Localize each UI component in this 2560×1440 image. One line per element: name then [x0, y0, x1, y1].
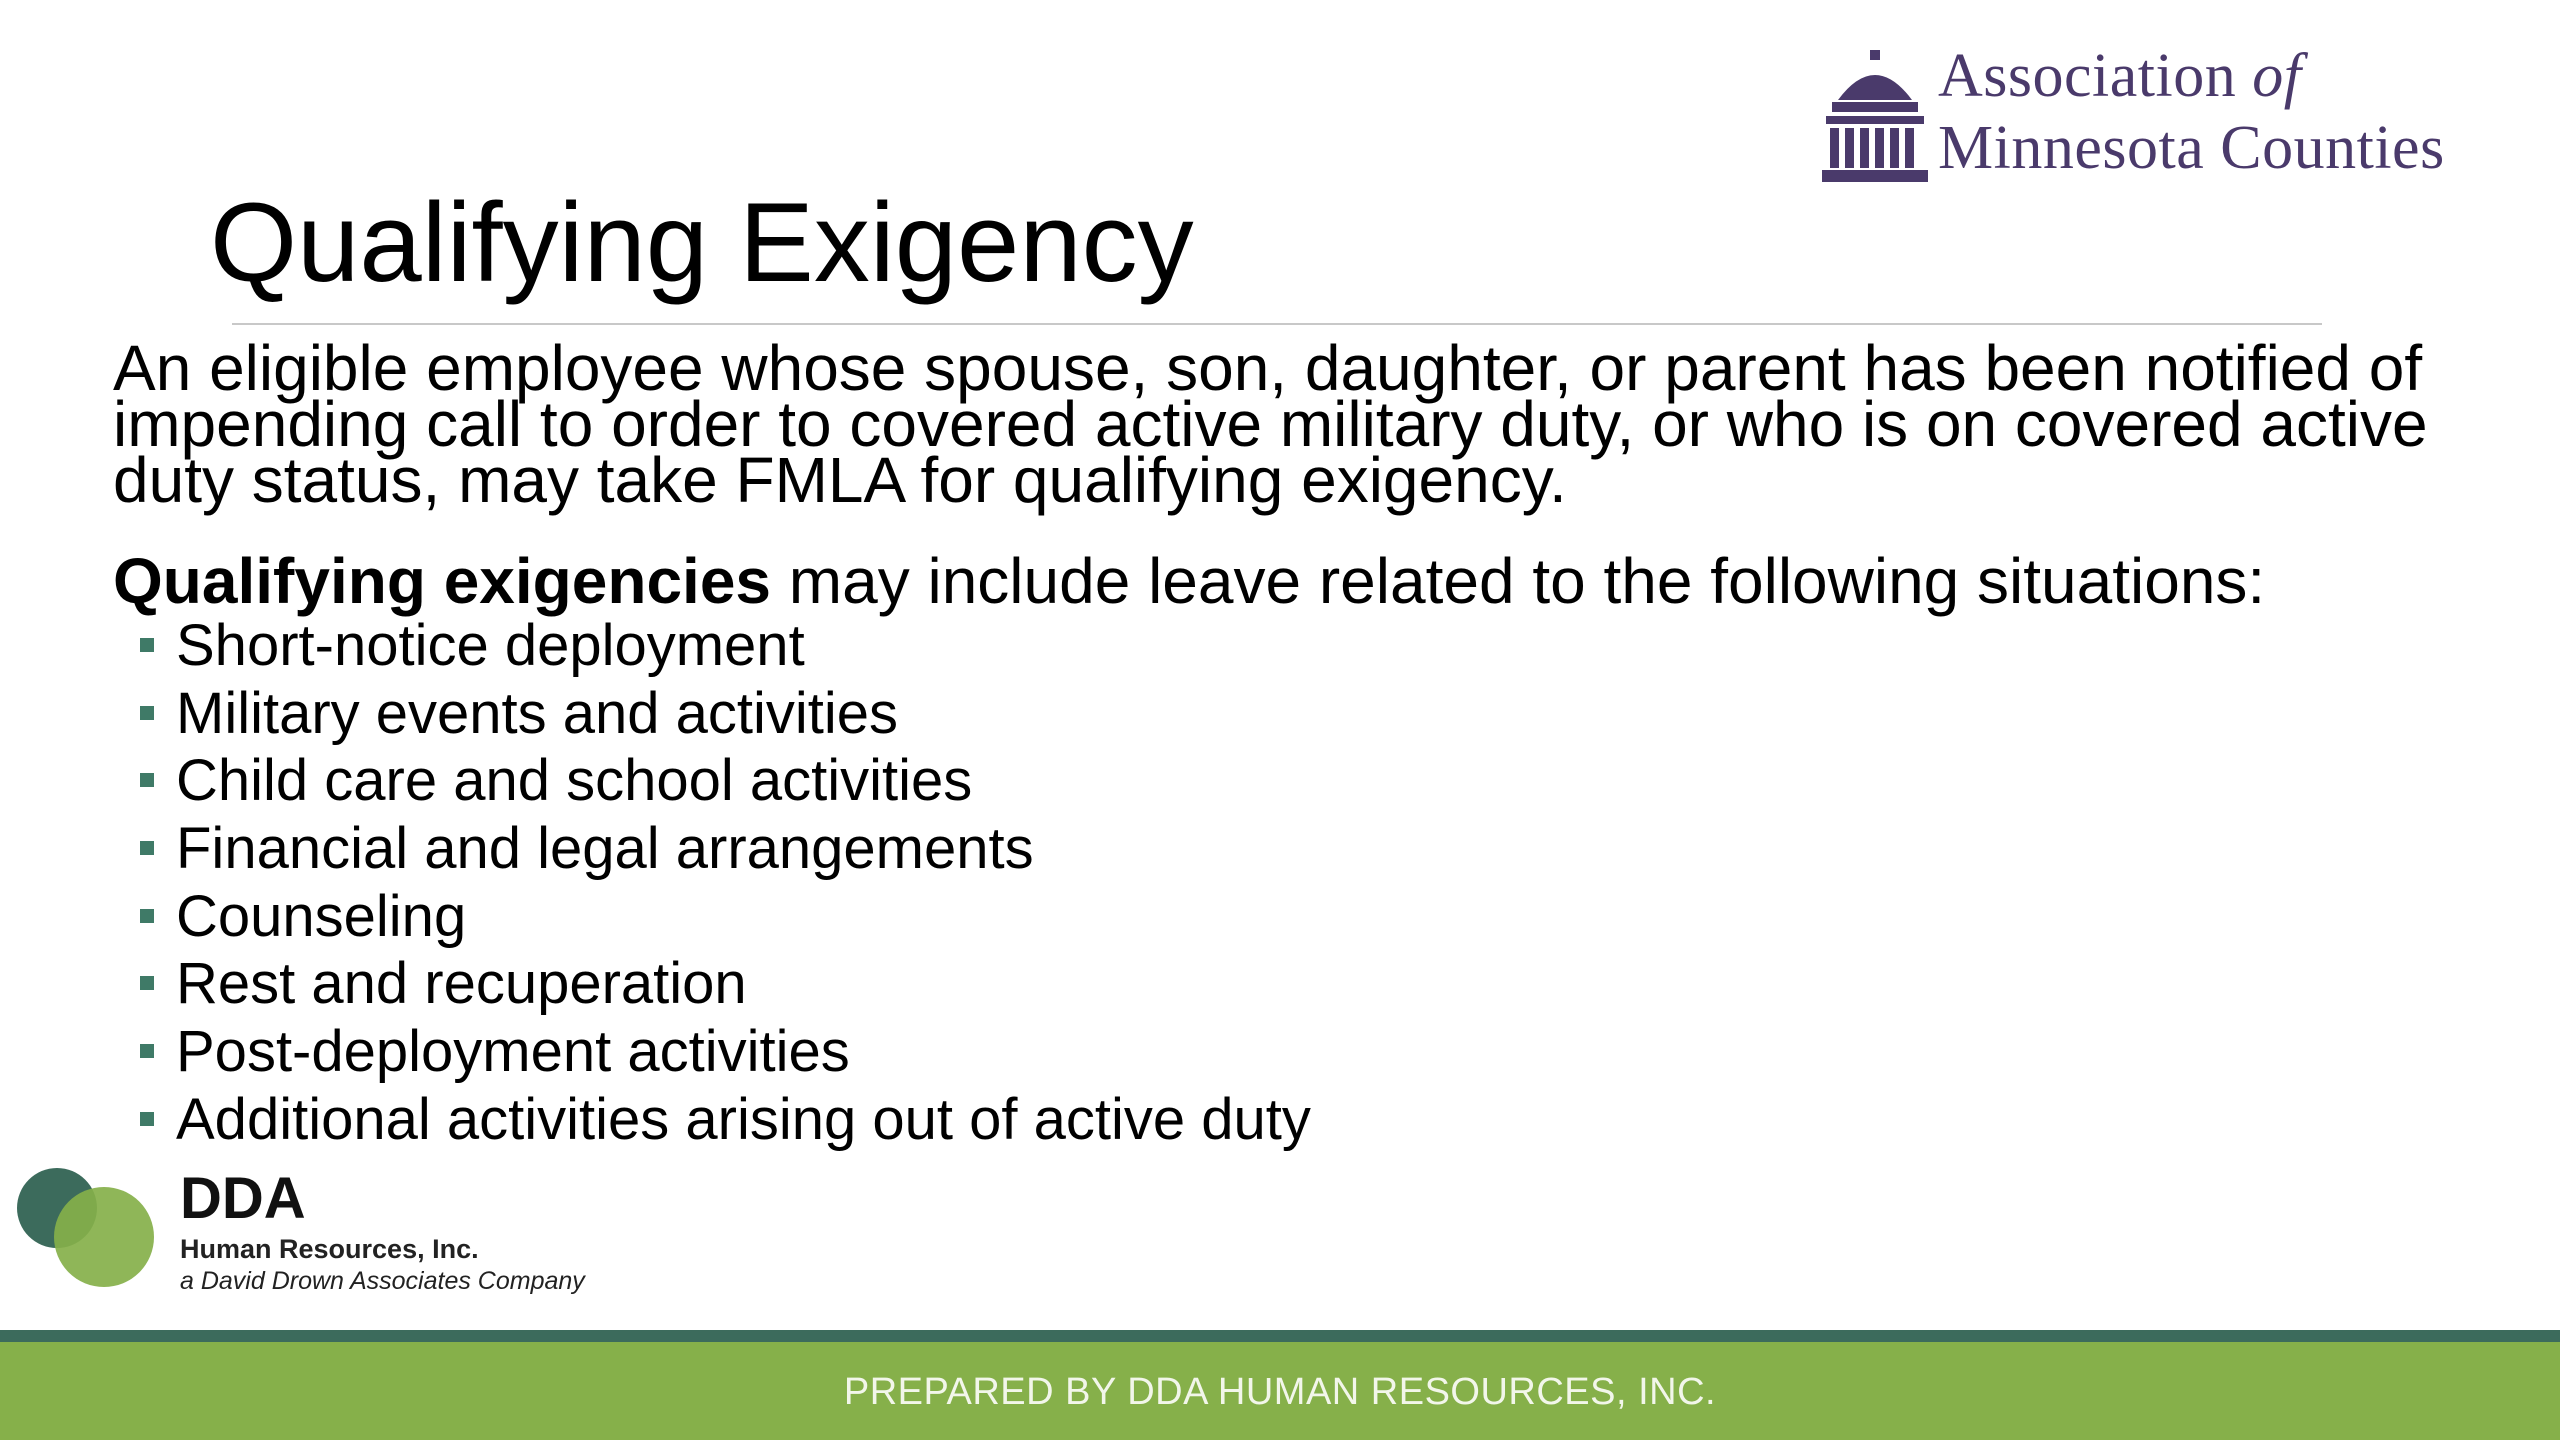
lead-sentence: [113, 546, 2265, 616]
list-item: [140, 815, 1311, 883]
intro-paragraph: [113, 332, 2473, 516]
lead-bold: Qualifying exigencies: [113, 545, 771, 617]
list-item-text: Counseling: [176, 883, 467, 949]
list-item: [140, 680, 1311, 748]
square-bullet-icon: [140, 841, 154, 855]
list-item: [140, 612, 1311, 680]
amc-logo-text: [1938, 40, 2445, 184]
title-divider: [232, 323, 2322, 325]
square-bullet-icon: [140, 909, 154, 923]
square-bullet-icon: [140, 1112, 154, 1126]
footer-bar: [0, 1342, 2560, 1440]
list-item: [140, 1018, 1311, 1086]
square-bullet-icon: [140, 773, 154, 787]
dda-logo-tagline: a David Drown Associates Company: [180, 1267, 585, 1295]
square-bullet-icon: [140, 638, 154, 652]
list-item-text: Short-notice deployment: [176, 613, 805, 678]
list-item: [140, 747, 1311, 815]
list-item: [140, 950, 1311, 1018]
exigency-list: [140, 612, 1311, 1154]
square-bullet-icon: [140, 976, 154, 990]
list-item: [140, 1086, 1311, 1154]
list-item-text: Additional activities arising out of active duty: [176, 1086, 1311, 1152]
list-item-text: Rest and recuperation: [176, 951, 747, 1017]
amc-logo: [1820, 40, 2510, 200]
square-bullet-icon: [140, 1044, 154, 1058]
list-item-text: Financial and legal arrangements: [176, 816, 1034, 882]
slide-title: Qualifying Exigency: [210, 180, 1194, 305]
intro-text: An eligible employee whose spouse, son, daughter, or parent has been notified of impending call to order to covered active military duty, or who is on covered active duty status, may take FMLA for qualifying exigency.: [113, 332, 2428, 516]
amc-logo-line2: Minnesota Counties: [1938, 114, 2445, 182]
footer-divider: [0, 1330, 2560, 1342]
list-item-text: Military events and activities: [176, 680, 899, 746]
footer-text: PREPARED BY DDA HUMAN RESOURCES, INC.: [843, 1371, 1717, 1413]
dda-logo-subtitle: Human Resources, Inc.: [180, 1234, 479, 1264]
dda-circles-icon: [14, 1165, 164, 1295]
capitol-dome-icon: [1820, 50, 1930, 185]
square-bullet-icon: [140, 706, 154, 720]
list-item-text: Child care and school activities: [176, 748, 973, 814]
list-item: [140, 883, 1311, 951]
amc-logo-line1: Association: [1938, 42, 2237, 110]
dda-logo: [14, 1165, 634, 1305]
list-item-text: Post-deployment activities: [176, 1019, 850, 1085]
lead-rest: may include leave related to the following situations:: [771, 545, 2266, 617]
amc-logo-of: of: [2252, 42, 2302, 110]
dda-logo-name: DDA: [180, 1166, 306, 1231]
